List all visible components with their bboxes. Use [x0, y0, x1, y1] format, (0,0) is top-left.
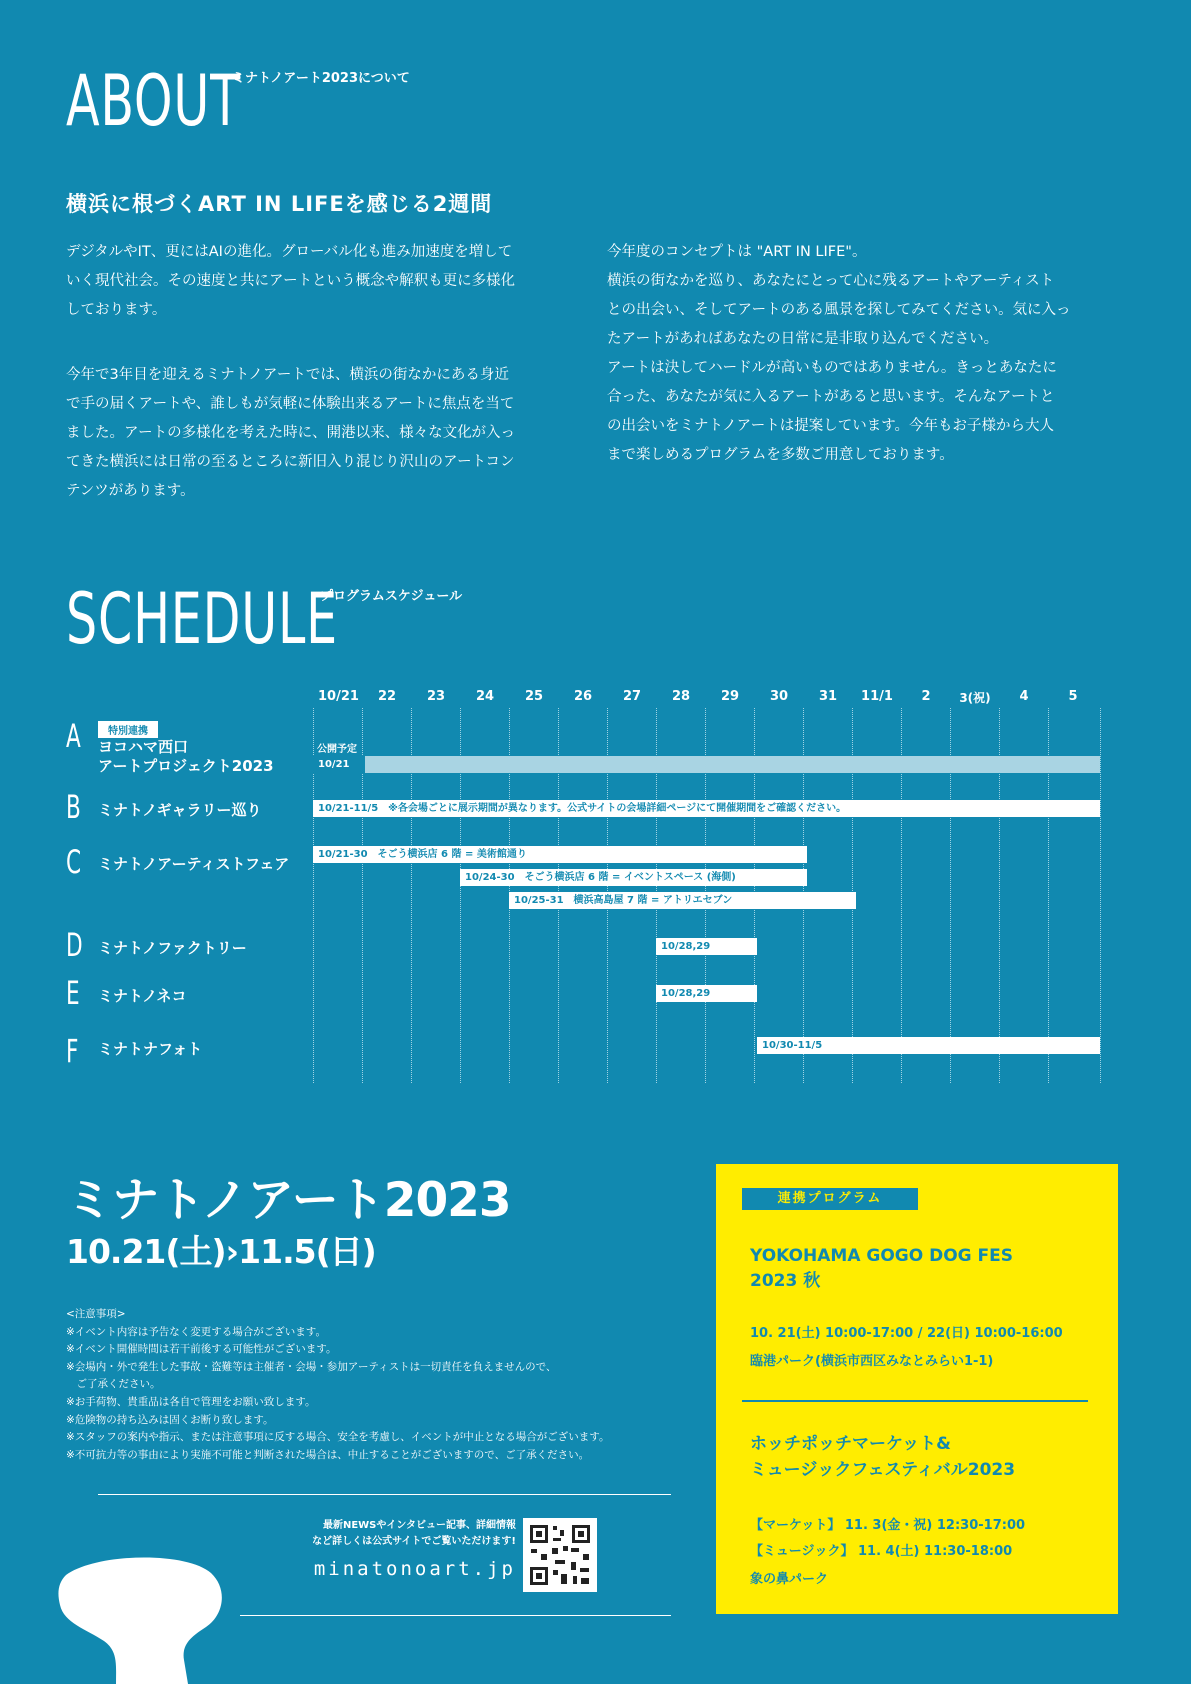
program-d-bar: 10/28,29	[656, 938, 757, 955]
note-line: ※会場内・外で発生した事故・盗難等は主催者・会場・参加アーティストは一切責任を負えませんので、	[66, 1360, 557, 1373]
program-c-bar-3: 10/25-31 横浜高島屋 7 階 = アトリエセブン	[509, 892, 856, 909]
date-col: 30	[769, 689, 789, 704]
date-col: 27	[622, 689, 642, 704]
partner-programs-panel	[716, 1164, 1118, 1614]
schedule-subtitle: プログラムスケジュール	[320, 589, 463, 604]
date-col: 28	[671, 689, 691, 704]
partner-1-date: 10. 21(土) 10:00-17:00 / 22(日) 10:00-16:00	[750, 1326, 1063, 1341]
decorative-blob-shape	[56, 1555, 226, 1684]
about-right-para: 今年度のコンセプトは "ART IN LIFE"。 横浜の街なかを巡り、あなたにとって心に残るアートやアーティスト との出会い、そしてアートのある風景を探してみてください。気に入っ たアートがあればあなたの日常に是非取り込んでください。 アートは決してハードルが高いものではありません。きっとあなたに 合った、あなたが気に入るアートがあると思います。そんなアートと の出会いをミナトノアートは提案しています。今年もお子様から大人 まで楽しめるプログラムを多数ご用意しております。	[607, 244, 1071, 463]
note-line: ※イベント内容は予告なく変更する場合がございます。	[66, 1325, 326, 1338]
program-a-name-1: ヨコハマ西口	[98, 738, 189, 756]
program-e-letter: E	[66, 974, 80, 1012]
note-line: ご了承ください。	[66, 1378, 161, 1391]
partner-1-title-1: YOKOHAMA GOGO DOG FES	[750, 1246, 1014, 1266]
note-line: ※スタッフの案内や指示、または注意事項に反する場合、安全を考慮し、イベントが中止となる場合がございます。	[66, 1431, 610, 1444]
note-line: ※不可抗力等の事由により実施不可能と判断された場合は、中止することがございますので、ご了承ください。	[66, 1448, 590, 1461]
about-left-para-1: デジタルやIT、更にはAIの進化。グローバル化も進み加速度を増して いく現代社会。その速度と共にアートという概念や解釈も更に多様化 しております。	[66, 244, 516, 318]
date-col: 26	[573, 689, 593, 704]
date-col: 25	[524, 689, 544, 704]
program-f-bar: 10/30-11/5	[757, 1037, 1100, 1054]
date-col: 29	[720, 689, 740, 704]
qr-code-graphic	[523, 1518, 597, 1592]
partner-1-place: 臨港パーク(横浜市西区みなとみらい1-1)	[750, 1354, 994, 1369]
program-a-bar: 10/21	[313, 756, 365, 773]
program-c-bar-1: 10/21-30 そごう横浜店 6 階 = 美術館通り	[313, 846, 807, 863]
qr-code[interactable]	[523, 1518, 597, 1592]
date-col: 5	[1068, 689, 1078, 704]
program-d-letter: D	[66, 926, 83, 964]
date-col: 31	[818, 689, 838, 704]
partner-label: 連携プログラム	[742, 1188, 918, 1210]
grid-line	[1100, 708, 1101, 1083]
partner-2-line-2: 【ミュージック】 11. 4(土) 11:30-18:00	[750, 1544, 1013, 1559]
footer-info	[286, 1518, 516, 1550]
program-b-name: ミナトノギャラリー巡り	[98, 801, 262, 819]
date-col: 2	[921, 689, 931, 704]
program-a-name-2: アートプロジェクト2023	[98, 757, 274, 775]
program-a-badge: 特別連携	[98, 721, 158, 738]
program-a-note: 公開予定	[317, 744, 357, 755]
note-line: <注意事項>	[66, 1308, 126, 1320]
program-e-bar: 10/28,29	[656, 985, 757, 1002]
program-a-track	[313, 756, 1100, 773]
program-c-name: ミナトノアーティストフェア	[98, 855, 290, 873]
partner-divider	[742, 1400, 1088, 1402]
about-subtitle: ミナトノアート2023について	[232, 71, 410, 86]
footer-info-line: 最新NEWSやインタビュー記事、詳細情報	[322, 1520, 516, 1531]
partner-2-line-1: 【マーケット】 11. 3(金・祝) 12:30-17:00	[750, 1518, 1026, 1533]
date-col: 23	[426, 689, 446, 704]
program-b-bar: 10/21-11/5 ※各会場ごとに展示期間が異なります。公式サイトの会場詳細ページにて開催期間をご確認ください。	[313, 800, 1100, 817]
date-col: 22	[377, 689, 397, 704]
program-c-letter: C	[66, 843, 82, 881]
program-d-name: ミナトノファクトリー	[98, 939, 247, 957]
note-line: ※イベント開催時間は若干前後する可能性がございます。	[66, 1343, 337, 1356]
date-col: 10/21	[318, 689, 359, 704]
program-c-bar-2: 10/24-30 そごう横浜店 6 階 = イベントスペース (海側)	[460, 869, 807, 886]
program-a-letter: A	[66, 717, 81, 755]
event-title: ミナトノアート2023	[66, 1173, 511, 1228]
date-col: 3(祝)	[959, 691, 991, 705]
divider	[98, 1494, 671, 1495]
note-line: ※お手荷物、貴重品は各自で管理をお願い致します。	[66, 1395, 316, 1408]
partner-2-title-2: ミュージックフェスティバル2023	[750, 1460, 1016, 1480]
date-col: 4	[1019, 689, 1029, 704]
event-dates: 10.21(土)›11.5(日)	[66, 1232, 376, 1271]
partner-1-title-2: 2023 秋	[750, 1271, 821, 1291]
about-left-para-2: 今年で3年目を迎えるミナトノアートでは、横浜の街なかにある身近 で手の届くアートや、誰しもが気軽に体験出来るアートに焦点を当て ました。アートの多様化を考えた時に、開港以来、様々な文化が入っ てきた横浜には日常の至るところに新旧入り混じり沢山のアートコン テンツがあります。	[66, 367, 516, 499]
partner-2-title-1: ホッチポッチマーケット&	[750, 1434, 951, 1454]
date-col: 11/1	[861, 689, 893, 704]
program-f-letter: F	[66, 1032, 79, 1070]
about-headline: 横浜に根づくART IN LIFEを感じる2週間	[66, 192, 493, 216]
about-title: ABOUT	[66, 60, 241, 142]
site-link[interactable]: minatonoart.jp	[313, 1558, 516, 1580]
divider	[240, 1615, 671, 1616]
program-f-name: ミナトナフォト	[98, 1040, 203, 1058]
note-line: ※危険物の持ち込みは固くお断り致します。	[66, 1413, 274, 1426]
program-b-letter: B	[66, 788, 81, 826]
footer-info-line: など詳しくは公式サイトでご覧いただけます!	[312, 1536, 516, 1547]
schedule-title: SCHEDULE	[66, 578, 338, 660]
partner-2-place: 象の鼻パーク	[750, 1572, 829, 1587]
date-col: 24	[475, 689, 495, 704]
program-e-name: ミナトノネコ	[98, 987, 187, 1005]
notes-list	[66, 1306, 706, 1464]
